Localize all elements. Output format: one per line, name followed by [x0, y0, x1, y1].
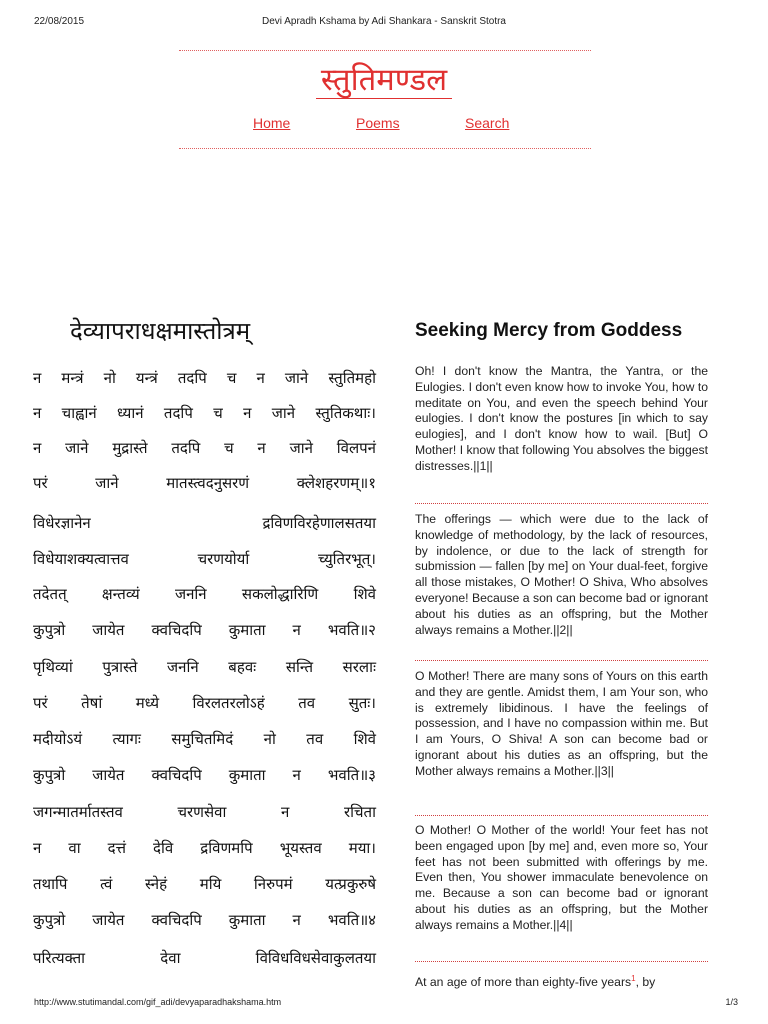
- english-verse-4: O Mother! O Mother of the world! Your feet has not been engaged upon [by me] and, even more so, Your feet has not been submitted with offerings by me. Even then, You shower immaculate benevolence on me. Because a son can become bad or ignorant about his duties as an offspring, but the Mother always remains a Mother.||4||: [415, 823, 708, 932]
- print-date: 22/08/2015: [34, 16, 85, 27]
- sanskrit-line: परित्यक्ता देवा विविधविधसेवाकुलतया: [33, 949, 376, 967]
- sanskrit-line: जगन्मातर्मातस्तव चरणसेवा न रचिता: [33, 803, 376, 821]
- nav-home-link[interactable]: [253, 115, 290, 131]
- sanskrit-line: न चाह्वानं ध्यानं तदपि च न जाने स्तुतिकथाः।: [33, 404, 376, 422]
- logo-underline: [316, 98, 452, 99]
- verse-separator: [415, 815, 708, 816]
- print-page-title: Devi Apradh Kshama by Adi Shankara - Sanskrit Stotra: [261, 16, 506, 27]
- sanskrit-line: परं तेषां मध्ये विरलतरलोऽहं तव सुतः।: [33, 694, 376, 712]
- top-divider: [179, 50, 591, 51]
- partial-text: At an age of more than eighty-five years: [415, 975, 632, 990]
- english-verse-5-partial: [415, 971, 708, 991]
- sanskrit-line: न मन्त्रं नो यन्त्रं तदपि च न जाने स्तुतिमहो: [33, 369, 376, 387]
- sanskrit-line: मदीयोऽयं त्यागः समुचितमिदं नो तव शिवे: [33, 730, 376, 748]
- english-title: Seeking Mercy from Goddess: [415, 320, 683, 341]
- print-page-number: 1/3: [725, 997, 738, 1007]
- sanskrit-line: विधेरज्ञानेन द्रविणविरहेणालसतया: [33, 514, 376, 532]
- sanskrit-line: न जाने मुद्रास्ते तदपि च न जाने विलपनं: [33, 439, 376, 457]
- nav-poems-link[interactable]: [356, 115, 400, 131]
- english-verse-3: O Mother! There are many sons of Yours on this earth and they are gentle. Amidst them, I am Your son, who is extremely libidinous. I have the feelings of possession, and I have no compassion within me. But I am Yours, O Shiva! A son can become bad or ignorant about his duties as an offspring, but the Mother always remains a Mother.||3||: [415, 669, 708, 778]
- sanskrit-line: कुपुत्रो जायेत क्वचिदपि कुमाता न भवति॥२: [33, 621, 376, 639]
- english-verse-2: The offerings — which were due to the lack of knowledge of methodology, by the lack of resources, by indolence, or due to the lack of strength for submission — fallen [by me] on Your dual-feet, forgive all those mistakes, O Mother! O Shiva, Who absolves everyone! Because a son can become bad or ignorant about his duties as an offspring, but the Mother always remains a Mother.||2||: [415, 512, 708, 637]
- sanskrit-line: तथापि त्वं स्नेहं मयि निरुपमं यत्प्रकुरुषे: [33, 875, 376, 893]
- sanskrit-line: विधेयाशक्यत्वात्तव चरणयोर्या च्युतिरभूत्।: [33, 550, 376, 568]
- sanskrit-line: कुपुत्रो जायेत क्वचिदपि कुमाता न भवति॥३: [33, 766, 376, 784]
- verse-separator: [415, 503, 708, 504]
- footnote-link[interactable]: 1: [631, 974, 636, 983]
- sanskrit-line: तदेतत् क्षन्तव्यं जननि सकलोद्धारिणि शिवे: [33, 585, 376, 603]
- partial-end: , by: [635, 975, 656, 990]
- verse-separator: [415, 660, 708, 661]
- site-logo[interactable]: स्तुतिमण्डल: [320, 62, 448, 98]
- nav-search-text[interactable]: Search: [465, 115, 510, 131]
- print-url: http://www.stutimandal.com/gif_adi/devyaparadhakshama.htm: [34, 997, 282, 1007]
- verse-separator: [415, 961, 708, 962]
- sanskrit-line: पृथिव्यां पुत्रास्ते जननि बहवः सन्ति सरलाः: [33, 658, 376, 676]
- english-verse-1: Oh! I don't know the Mantra, the Yantra, or the Eulogies. I don't even know how to invoke You, how to meditate on You, and even the speech behind Your eulogies. I don't know the postures [in which to say eulogies], and I don't know how to wail. [But] O Mother! I know that following You absolves the biggest distresses.||1||: [415, 364, 708, 473]
- sanskrit-line: न वा दत्तं देवि द्रविणमपि भूयस्तव मया।: [33, 839, 376, 857]
- sanskrit-line: परं जाने मातस्त्वदनुसरणं क्लेशहरणम्॥१: [33, 474, 376, 492]
- nav-search-link[interactable]: [465, 115, 509, 131]
- nav-poems-text[interactable]: Poems: [356, 115, 400, 131]
- nav-home-text[interactable]: Home: [253, 115, 291, 131]
- sanskrit-line: कुपुत्रो जायेत क्वचिदपि कुमाता न भवति॥४: [33, 911, 376, 929]
- nav-divider: [179, 148, 591, 149]
- sanskrit-title: देव्यापराधक्षमास्तोत्रम्: [70, 317, 251, 345]
